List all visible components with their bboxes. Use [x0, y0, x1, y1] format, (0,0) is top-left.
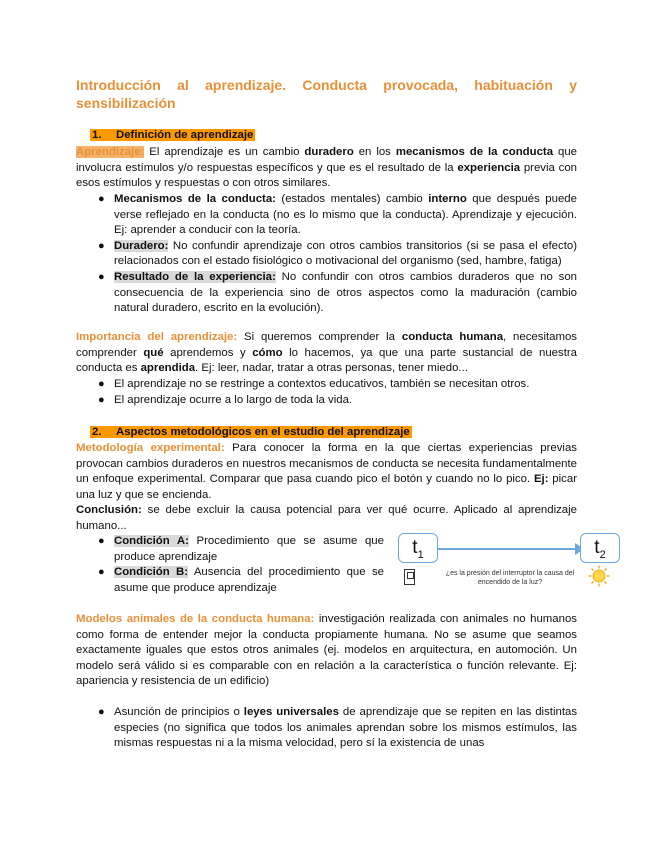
bold-text: Ej:: [533, 473, 549, 486]
diagram-caption: ¿es la presión del interruptor la causa del encendido de la luz?: [445, 570, 575, 586]
term-conclusion: Conclusión:: [76, 504, 142, 516]
text: Para conocer la forma en la que ciertas experiencias previas provocan cambios duraderos en nuestros mecanismos de conducta se necesita fundamentalmente un enfoque experimental. Comparar que pasa cuando pico el botón y cuando no lo pico.: [76, 442, 577, 486]
text: Ausencia del procedimiento que se asume que produce aprendizaje: [114, 566, 384, 594]
bold-term: Condición A:: [114, 535, 189, 547]
aprendizaje-paragraph: [76, 145, 577, 192]
list-item: ● Condición A: Procedimiento que se asume que produce aprendizaje: [98, 535, 384, 563]
list-item: ● Condición B: Ausencia del procedimiento que se asume que produce aprendizaje: [98, 566, 384, 594]
text: Procedimiento que se asume que produce aprendizaje: [114, 535, 384, 563]
list-item: ● Resultado de la experiencia: No confundir con otros cambios duraderos que no son consecuencia de la experiencia sino de otros aspectos como la maduración (cambio natural duradero, escrito en la evolución).: [98, 270, 577, 315]
text: El aprendizaje ocurre a lo largo de toda la vida.: [114, 393, 353, 406]
bold-text: mecanismos de la conducta: [395, 146, 554, 158]
timeline-arrow: [438, 548, 578, 550]
t1-subscript: 1: [417, 548, 424, 561]
text: El aprendizaje es un cambio: [144, 146, 305, 158]
text: Asunción de principios o: [114, 706, 244, 718]
term-aprendizaje: Aprendizaje:: [76, 146, 145, 158]
metodologia-paragraph: [76, 441, 577, 503]
list-item: ● Mecanismos de la conducta: (estados mentales) cambio interno que después puede verse reflejado en la conducta (no es lo mismo que la conducta). Aprendizaje y ejecución. Ej: aprender a conducir con la teoría.: [98, 193, 577, 237]
bold-text: leyes universales: [243, 706, 339, 718]
text: que involucra estímulos y/o respuestas específicos y que es el resultado de la: [76, 146, 577, 174]
list-item: ● El aprendizaje ocurre a lo largo de toda la vida.: [98, 393, 353, 406]
modelos-bullet-list: [98, 705, 578, 752]
text: en los: [353, 146, 396, 158]
term-importancia: Importancia del aprendizaje:: [76, 331, 238, 343]
bold-term: Resultado de la experiencia:: [114, 270, 276, 283]
t1-box: [398, 533, 438, 563]
bold-text: qué: [143, 346, 164, 359]
t2-subscript: 2: [599, 548, 606, 561]
list-item: ● Asunción de principios o leyes universales de aprendizaje que se repiten en las distintas especies (no significa que todos los animales aprendan sobre los mismos estímulos, las mismas respuestas ni a la misma velocidad, pero sí la existencia de unas: [98, 706, 578, 750]
bold-term: Condición B:: [114, 566, 189, 579]
light-bulb-icon: [588, 565, 610, 587]
section-label: Definición de aprendizaje: [116, 129, 254, 141]
bold-term: Duradero:: [114, 239, 169, 252]
text: No confundir aprendizaje con otros cambios transitorios (si se pasa el efecto) relacionados con el estado fisiológico o motivacional del organismo (sed, hambre, fatiga): [114, 239, 577, 268]
text: (estados mentales) cambio: [275, 193, 429, 205]
light-switch-icon: [404, 569, 415, 585]
document-title: [76, 76, 577, 112]
section-number: 1.: [92, 129, 102, 141]
text: previa con esos estímulos y respuestas o con otros similares.: [76, 161, 577, 190]
t2-box: [580, 533, 620, 563]
section-label: Aspectos metodológicos en el estudio del aprendizaje: [116, 426, 410, 438]
text: , necesitamos comprender: [76, 331, 577, 359]
text: El aprendizaje no se restringe a contextos educativos, también se necesitan otros.: [114, 378, 530, 390]
definition-bullet-list: [98, 192, 577, 317]
condiciones-bullet-list: [98, 534, 384, 596]
bold-text: aprendida: [140, 362, 196, 375]
section-number: 2.: [92, 426, 102, 438]
t1-label: t: [412, 537, 418, 558]
bold-text: duradero: [304, 146, 354, 158]
title-line-1: Introducción al aprendizaje. Conducta provocada, habituación y: [76, 77, 577, 93]
section-heading-1: [90, 128, 255, 144]
term-metodologia: Metodología experimental:: [76, 442, 225, 454]
text: aprendemos y: [163, 346, 253, 359]
importancia-paragraph: [76, 330, 577, 377]
term-modelos: Modelos animales de la conducta humana:: [76, 613, 315, 625]
text: No confundir con otros cambios duraderos que no son consecuencia de la experiencia sino de otros aspectos como la maduración (cambio natural duradero, escrito en la evolución).: [114, 270, 577, 315]
text: picar una luz y que se encienda.: [76, 473, 577, 501]
bold-text: experiencia: [457, 161, 521, 174]
text: se debe excluir la causa potencial para ver qué ocurre. Aplicado al aprendizaje humano...: [76, 504, 577, 532]
text: que después puede verse reflejado en la conducta (no es lo mismo que la conducta). Aprendizaje y ejecución. Ej: aprender a conducir con la teoría.: [114, 193, 577, 237]
text: de aprendizaje que se repiten en las distintas especies (no significa que todos los animales aprendan sobre los mismos estímulos, las mismas respuestas ni a la misma velocidad, pero sí la existencia de unas: [114, 706, 578, 750]
bold-term: Mecanismos de la conducta:: [114, 193, 276, 205]
list-item: ● Duradero: No confundir aprendizaje con otros cambios transitorios (si se pasa el efecto) relacionados con el estado fisiológico o motivacional del organismo (sed, hambre, fatiga): [98, 239, 577, 268]
title-line-2: sensibilización: [76, 95, 176, 111]
text: lo hacemos, ya que una parte sustancial de nuestra conducta es: [76, 346, 577, 375]
modelos-paragraph: [76, 612, 577, 690]
bold-text: conducta humana: [401, 331, 504, 343]
text: Si queremos comprender la: [237, 331, 402, 343]
bold-text: interno: [428, 193, 467, 205]
list-item: ● El aprendizaje no se restringe a contextos educativos, también se necesitan otros.: [98, 378, 530, 390]
importancia-bullet-list: [98, 377, 577, 408]
bold-text: cómo: [252, 346, 283, 359]
section-heading-2: [90, 425, 412, 441]
experiment-diagram: [394, 527, 624, 602]
text: . Ej: leer, nadar, tratar a otras personas, tener miedo...: [195, 362, 468, 375]
text: investigación realizada con animales no humanos como forma de entender mejor la conducta propiamente humana. No se asume que seamos exactamente iguales que estos otros animales (ej. modelos en arquitectura, en automoción. Un modelo será válido si es comparable con en relación a la característica o función relevante. Ej: apariencia y resistencia de un edificio): [76, 613, 577, 688]
t2-label: t: [594, 537, 600, 558]
